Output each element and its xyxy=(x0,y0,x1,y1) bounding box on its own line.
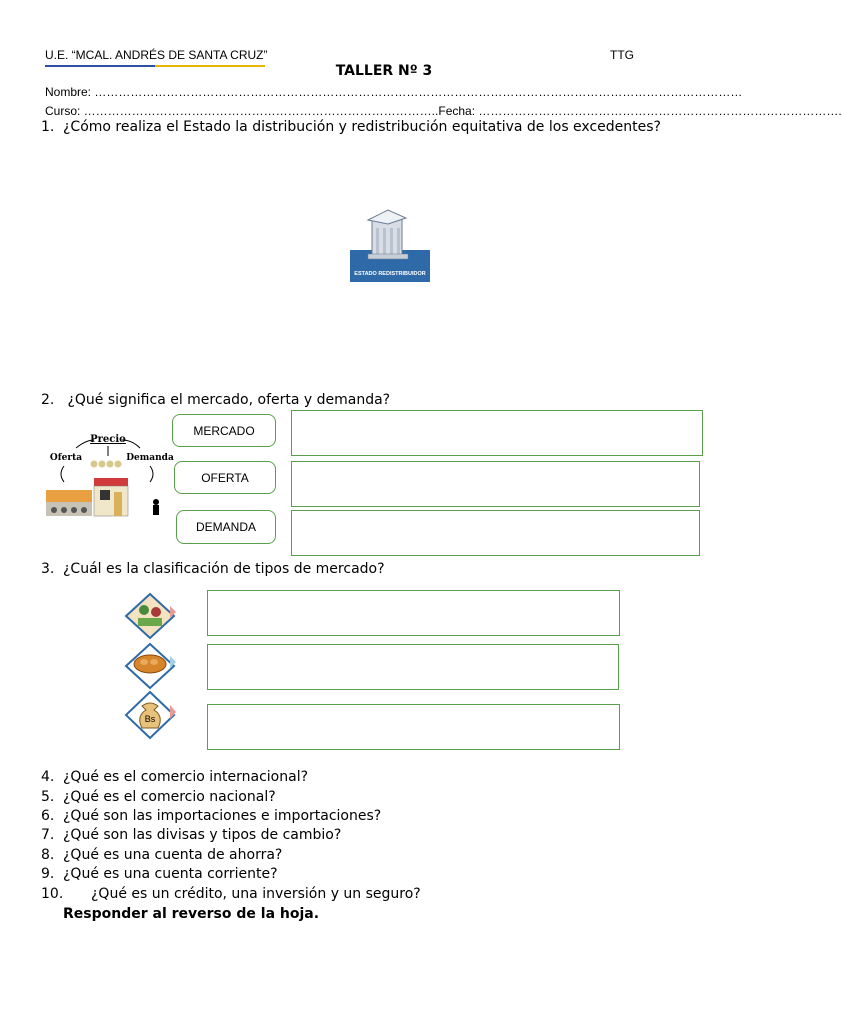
question-7 xyxy=(41,827,341,843)
question-5 xyxy=(41,789,276,805)
fecha-field[interactable]: Fecha: ………………………………………………………………………………. xyxy=(438,104,842,118)
question-text: ¿Qué son las divisas y tipos de cambio? xyxy=(63,827,342,843)
question-text: ¿Qué es el comercio nacional? xyxy=(63,789,276,805)
question-text: ¿Qué es una cuenta corriente? xyxy=(63,866,278,882)
term-oferta: OFERTA xyxy=(174,461,276,494)
answer-box-market-type-3[interactable] xyxy=(207,704,620,750)
term-mercado: MERCADO xyxy=(172,414,276,447)
market-diagram xyxy=(46,430,174,522)
question-number: 6. xyxy=(41,808,55,824)
question-number: 3. xyxy=(41,561,55,577)
answer-box-market-type-1[interactable] xyxy=(207,590,620,636)
diagram-demanda-label: Demanda xyxy=(126,453,174,463)
answer-box-demanda[interactable] xyxy=(291,510,700,556)
answer-box-oferta[interactable] xyxy=(291,461,700,507)
question-4 xyxy=(41,769,308,785)
question-number: 8. xyxy=(41,847,55,863)
question-text: ¿Qué es una cuenta de ahorra? xyxy=(63,847,283,863)
image-caption: ESTADO REDISTRIBUIDOR xyxy=(354,271,426,277)
question-number: 4. xyxy=(41,769,55,785)
curso-field[interactable]: Curso: …………………………………………………………………………….. xyxy=(45,104,439,118)
question-number: 2. xyxy=(41,392,55,408)
answer-box-mercado[interactable] xyxy=(291,410,703,456)
diagram-precio-label: Precio xyxy=(90,434,126,445)
term-demanda: DEMANDA xyxy=(176,510,276,544)
question-text: ¿Qué es el comercio internacional? xyxy=(63,769,309,785)
question-text: ¿Qué son las importaciones e importaciones? xyxy=(63,808,382,824)
diagram-oferta-label: Oferta xyxy=(49,453,83,463)
school-name: U.E. “MCAL. ANDRÉS DE SANTA CRUZ” xyxy=(45,48,268,62)
question-number: 1. xyxy=(41,119,55,135)
question-number: 10. xyxy=(41,886,64,902)
question-number: 9. xyxy=(41,866,55,882)
question-number: 5. xyxy=(41,789,55,805)
bag-label: Bs xyxy=(144,714,156,724)
question-10 xyxy=(41,886,421,902)
question-1 xyxy=(41,119,661,135)
curso-fecha-row xyxy=(45,104,842,118)
nombre-field[interactable]: Nombre: ……………………………………………………………………………………………………………………………………………… xyxy=(45,85,743,99)
page-title: TALLER Nº 3 xyxy=(335,63,433,79)
estado-redistribuidor-image xyxy=(350,210,430,282)
question-number: 7. xyxy=(41,827,55,843)
answer-box-market-type-2[interactable] xyxy=(207,644,619,690)
market-bread-icon xyxy=(124,642,176,690)
footer-instruction: Responder al reverso de la hoja. xyxy=(63,906,320,922)
money-bag-icon xyxy=(124,690,176,740)
question-text: ¿Qué significa el mercado, oferta y demanda? xyxy=(67,392,391,408)
market-people-icon xyxy=(124,592,176,640)
question-2 xyxy=(41,392,390,408)
question-text: ¿Cuál es la clasificación de tipos de mercado? xyxy=(63,561,385,577)
question-text: ¿Qué es un crédito, una inversión y un seguro? xyxy=(91,886,421,902)
subject-code: TTG xyxy=(610,48,634,62)
question-6 xyxy=(41,808,381,824)
question-8 xyxy=(41,847,282,863)
question-9 xyxy=(41,866,278,882)
question-text: ¿Cómo realiza el Estado la distribución y redistribución equitativa de los excedentes? xyxy=(63,119,661,135)
question-3 xyxy=(41,561,385,577)
